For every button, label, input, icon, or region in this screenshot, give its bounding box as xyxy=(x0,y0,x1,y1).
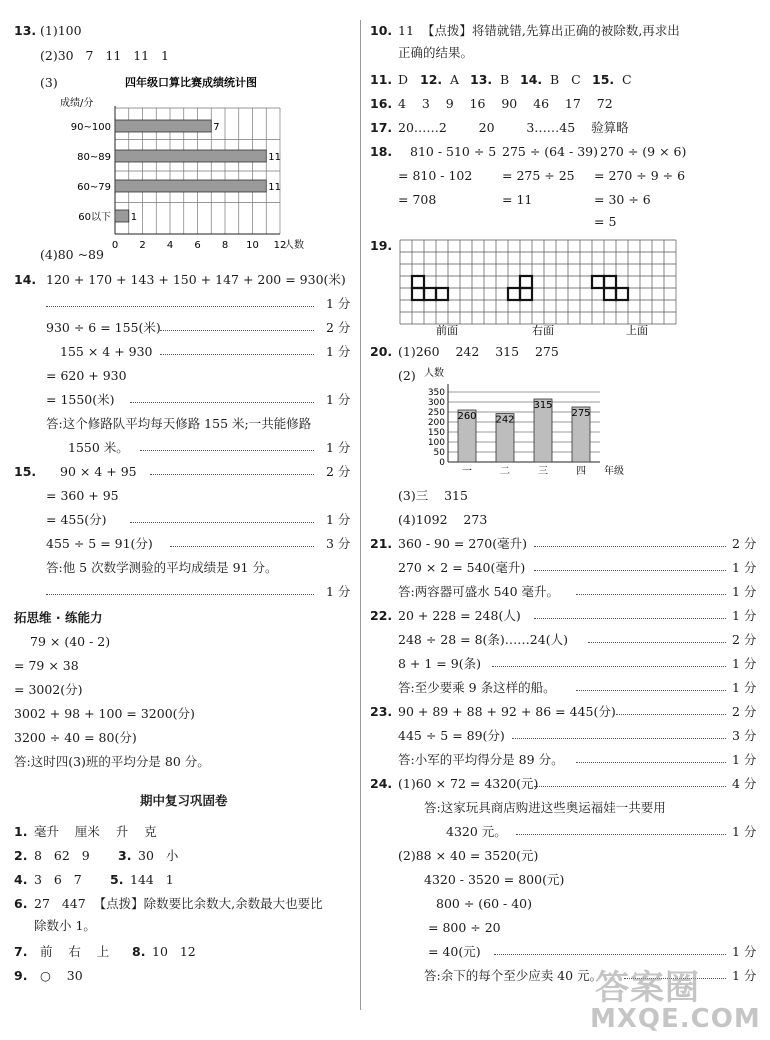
data-label: 11 xyxy=(268,182,281,193)
view-cell xyxy=(616,288,628,300)
q24-line4: 800 ÷ (60 - 40) xyxy=(436,896,533,911)
q22-answer: 答:至少要乘 9 条这样的船。 xyxy=(398,680,556,695)
q17-number: 17. xyxy=(370,120,393,135)
ext-line5: 3200 ÷ 40 = 80(分) xyxy=(14,730,137,745)
q11-answer: D xyxy=(398,72,409,87)
dotted-leader xyxy=(588,642,726,643)
score-points: 1 分 xyxy=(732,824,757,839)
q13r-answer: B xyxy=(500,72,510,87)
q18-number: 18. xyxy=(370,144,393,159)
q22-line3: 8 + 1 = 9(条) xyxy=(398,656,481,671)
m3-answer: 30 小 xyxy=(138,848,179,863)
dotted-leader xyxy=(576,690,726,691)
q24-line3: 4320 - 3520 = 800(元) xyxy=(424,872,565,887)
q14-line2: 930 ÷ 6 = 155(米) xyxy=(46,320,161,335)
category-label: 60以下 xyxy=(78,212,111,223)
dotted-leader xyxy=(46,594,314,595)
q15r-answer: C xyxy=(622,72,632,87)
q22-line1: 20 + 228 = 248(人) xyxy=(398,608,521,623)
view-cell xyxy=(592,276,604,288)
q14-number: 14. xyxy=(14,272,37,287)
score-points: 2 分 xyxy=(326,464,351,479)
score-points: 1 分 xyxy=(732,968,757,983)
data-label: 260 xyxy=(457,411,477,422)
q18-col1-l2: = 810 - 102 xyxy=(398,168,473,183)
y-tick-label: 250 xyxy=(427,408,445,418)
q14-answer-cont: 1550 米。 xyxy=(68,440,129,455)
score-points: 1 分 xyxy=(326,584,351,599)
dotted-leader xyxy=(516,834,726,835)
q24-answer1: 答:这家玩具商店购进这些奥运福娃一共要用 xyxy=(424,800,666,815)
score-points: 1 分 xyxy=(732,560,757,575)
m9-number: 9. xyxy=(14,968,28,983)
column-divider xyxy=(360,20,361,1010)
q24-line1: (1)60 × 72 = 4320(元) xyxy=(398,776,539,791)
watermark-logo: 答案圈 xyxy=(595,968,700,1008)
dotted-leader xyxy=(46,306,314,307)
score-points: 1 分 xyxy=(732,752,757,767)
q13-number: 13. xyxy=(14,23,37,38)
dotted-leader xyxy=(494,954,726,955)
dotted-leader xyxy=(576,762,726,763)
q20-part3: (3)三 315 xyxy=(398,488,468,503)
data-label: 7 xyxy=(213,122,220,133)
score-points: 1 分 xyxy=(326,344,351,359)
dotted-leader xyxy=(534,570,726,571)
q24-answer1-cont: 4320 元。 xyxy=(446,824,507,839)
q24-line6: = 40(元) xyxy=(428,944,481,959)
bar xyxy=(115,210,129,222)
m9-answer: ○ 30 xyxy=(40,968,83,983)
ext-answer: 答:这时四(3)班的平均分是 80 分。 xyxy=(14,754,210,769)
bar xyxy=(115,120,211,132)
x-axis-label: 年级 xyxy=(604,466,624,477)
ext-line2: = 79 × 38 xyxy=(14,658,79,673)
m8-answer: 10 12 xyxy=(152,944,196,959)
score-points: 1 分 xyxy=(326,296,351,311)
m5-answer: 144 1 xyxy=(130,872,174,887)
midterm-heading: 期中复习巩固卷 xyxy=(140,793,228,808)
view-cell xyxy=(520,288,532,300)
q13-part2: (2)30 7 11 11 1 xyxy=(40,48,170,63)
q13r-number: 13. xyxy=(470,72,493,87)
x-tick-label: 2 xyxy=(139,240,146,251)
view-label-right: 右面 xyxy=(532,324,554,337)
m6-answer-cont: 除数小 1。 xyxy=(34,918,96,933)
ext-line4: 3002 + 98 + 100 = 3200(分) xyxy=(14,706,195,721)
m4-answer: 3 6 7 xyxy=(34,872,82,887)
dotted-leader xyxy=(512,738,726,739)
view-cell xyxy=(436,288,448,300)
q18-col2-l2: = 275 ÷ 25 xyxy=(502,168,575,183)
ext-line3: = 3002(分) xyxy=(14,682,83,697)
q10-answer-cont: 正确的结果。 xyxy=(398,45,474,60)
x-tick-label: 0 xyxy=(111,240,119,251)
q24-number: 24. xyxy=(370,776,393,791)
score-points: 1 分 xyxy=(732,944,757,959)
dotted-leader xyxy=(534,786,726,787)
x-tick-label: 8 xyxy=(221,240,229,251)
q18-col3-l2: = 270 ÷ 9 ÷ 6 xyxy=(594,168,686,183)
m7-number: 7. xyxy=(14,944,28,959)
view-cell xyxy=(508,288,520,300)
q14-line1: 120 + 170 + 143 + 150 + 147 + 200 = 930(米) xyxy=(46,272,346,287)
q16-answer: 4 3 9 16 90 46 17 72 xyxy=(398,96,613,111)
q18-col3-l4: = 5 xyxy=(594,214,617,229)
dotted-leader xyxy=(160,330,314,331)
y-axis-label: 成绩/分 xyxy=(60,98,94,109)
q11-number: 11. xyxy=(370,72,393,87)
q21-line1: 360 - 90 = 270(毫升) xyxy=(398,536,527,551)
y-tick-label: 200 xyxy=(427,418,445,428)
q14r-answer: B C xyxy=(550,72,581,87)
view-cell xyxy=(412,288,424,300)
y-axis-label: 人数 xyxy=(424,368,444,379)
score-points: 2 分 xyxy=(326,320,351,335)
q10-answer: 11 【点拨】将错就错,先算出正确的被除数,再求出 xyxy=(398,23,680,38)
m2-answer: 8 62 9 xyxy=(34,848,90,863)
view-cell xyxy=(604,276,616,288)
q18-col3-l3: = 30 ÷ 6 xyxy=(594,192,651,207)
q24-line5: = 800 ÷ 20 xyxy=(428,920,501,935)
q14r-number: 14. xyxy=(520,72,543,87)
q23-line1: 90 + 89 + 88 + 92 + 86 = 445(分) xyxy=(398,704,616,719)
q20-number: 20. xyxy=(370,344,393,359)
score-points: 1 分 xyxy=(326,440,351,455)
dotted-leader xyxy=(130,522,314,523)
x-tick-label: 4 xyxy=(166,240,174,251)
y-tick-label: 300 xyxy=(427,398,445,408)
q20-part1: (1)260 242 315 275 xyxy=(398,344,559,359)
score-points: 1 分 xyxy=(732,656,757,671)
q16-number: 16. xyxy=(370,96,393,111)
q15-line1: 90 × 4 + 95 xyxy=(60,464,137,479)
dotted-leader xyxy=(492,666,726,667)
score-points: 1 分 xyxy=(732,584,757,599)
data-label: 315 xyxy=(533,400,553,411)
category-label: 三 xyxy=(538,466,548,477)
bar xyxy=(115,180,266,192)
score-points: 1 分 xyxy=(326,512,351,527)
score-points: 2 分 xyxy=(732,704,757,719)
q20-part4: (4)1092 273 xyxy=(398,512,488,527)
q22-line2: 248 ÷ 28 = 8(条)……24(人) xyxy=(398,632,568,647)
q17-answer: 20……2 20 3……45 验算略 xyxy=(398,120,629,135)
q23-answer: 答:小军的平均得分是 89 分。 xyxy=(398,752,564,767)
dotted-leader xyxy=(130,402,314,403)
chart-title: 四年级口算比赛成绩统计图 xyxy=(125,76,257,89)
dotted-leader xyxy=(576,594,726,595)
q18-col1-l3: = 708 xyxy=(398,192,437,207)
q24-answer2: 答:余下的每个至少应卖 40 元。 xyxy=(424,968,603,983)
m2-number: 2. xyxy=(14,848,28,863)
view-cell xyxy=(424,288,436,300)
q15-line3: = 455(分) xyxy=(46,512,107,527)
y-tick-label: 150 xyxy=(427,428,445,438)
category-label: 一 xyxy=(462,466,472,477)
q19-number: 19. xyxy=(370,238,393,253)
q14-line5: = 1550(米) xyxy=(46,392,115,407)
x-tick-label: 12 xyxy=(273,240,287,251)
m6-number: 6. xyxy=(14,896,28,911)
x-axis-label: 人数 xyxy=(284,240,304,251)
q23-line2: 445 ÷ 5 = 89(分) xyxy=(398,728,505,743)
q13-part4: (4)80 ~89 xyxy=(40,247,104,262)
m4-number: 4. xyxy=(14,872,28,887)
q21-line2: 270 × 2 = 540(毫升) xyxy=(398,560,526,575)
q14-answer: 答:这个修路队平均每天修路 155 米;一共能修路 xyxy=(46,416,312,431)
q15-line4: 455 ÷ 5 = 91(分) xyxy=(46,536,153,551)
q15-answer: 答:他 5 次数学测验的平均成绩是 91 分。 xyxy=(46,560,278,575)
m1-answer: 毫升 厘米 升 克 xyxy=(34,824,157,839)
q23-number: 23. xyxy=(370,704,393,719)
dotted-leader xyxy=(170,546,314,547)
m1-number: 1. xyxy=(14,824,28,839)
category-label: 四 xyxy=(576,466,586,477)
x-tick-label: 10 xyxy=(246,240,259,251)
score-points: 3 分 xyxy=(326,536,351,551)
grade-bar-chart xyxy=(420,364,660,480)
category-label: 60~79 xyxy=(77,182,111,193)
m7-answer: 前 右 上 xyxy=(40,944,110,959)
q10-number: 10. xyxy=(370,23,393,38)
view-label-top: 上面 xyxy=(626,324,648,337)
q18-col1-l1: 810 - 510 ÷ 5 xyxy=(410,144,497,159)
category-label: 90~100 xyxy=(70,122,111,133)
y-tick-label: 350 xyxy=(427,388,445,398)
view-cell xyxy=(520,276,532,288)
dotted-leader xyxy=(616,714,726,715)
views-grid xyxy=(396,236,696,340)
data-label: 11 xyxy=(268,152,281,163)
category-label: 80~89 xyxy=(77,152,111,163)
m6-answer: 27 447 【点拨】除数要比余数大,余数最大也要比 xyxy=(34,896,323,911)
view-cell xyxy=(604,288,616,300)
ext-line1: 79 × (40 - 2) xyxy=(30,634,111,649)
extension-heading: 拓思维 · 练能力 xyxy=(14,610,103,625)
q24-line2: (2)88 × 40 = 3520(元) xyxy=(398,848,539,863)
y-tick-label: 50 xyxy=(433,448,445,458)
y-tick-label: 100 xyxy=(427,438,445,448)
q13-part3: (3) xyxy=(40,75,58,90)
m5-number: 5. xyxy=(110,872,124,887)
score-points: 4 分 xyxy=(732,776,757,791)
dotted-leader xyxy=(140,450,314,451)
q20-part2: (2) xyxy=(398,368,416,383)
q15-line2: = 360 + 95 xyxy=(46,488,119,503)
q14-line4: = 620 + 930 xyxy=(46,368,127,383)
score-points: 2 分 xyxy=(732,632,757,647)
q15-number: 15. xyxy=(14,464,37,479)
watermark-url: MXQE.COM xyxy=(590,1004,761,1034)
y-tick-label: 0 xyxy=(439,458,445,468)
data-label: 275 xyxy=(571,408,591,419)
score-points: 1 分 xyxy=(326,392,351,407)
q21-number: 21. xyxy=(370,536,393,551)
score-points: 1 分 xyxy=(732,608,757,623)
data-label: 242 xyxy=(495,414,515,426)
q14-line3: 155 × 4 + 930 xyxy=(60,344,153,359)
q21-answer: 答:两容器可盛水 540 毫升。 xyxy=(398,584,560,599)
dotted-leader xyxy=(534,618,726,619)
view-label-front: 前面 xyxy=(436,324,458,337)
q18-col2-l3: = 11 xyxy=(502,192,533,207)
q18-col2-l1: 275 ÷ (64 - 39) xyxy=(502,144,599,159)
q22-number: 22. xyxy=(370,608,393,623)
q18-col3-l1: 270 ÷ (9 × 6) xyxy=(600,144,687,159)
dotted-leader xyxy=(534,546,726,547)
bar xyxy=(115,150,266,162)
category-label: 二 xyxy=(500,466,510,477)
x-tick-label: 6 xyxy=(194,240,201,251)
q13-part1: (1)100 xyxy=(40,23,82,38)
q12-answer: A xyxy=(450,72,460,87)
m8-number: 8. xyxy=(132,944,146,959)
score-bar-chart xyxy=(60,72,310,251)
q12-number: 12. xyxy=(420,72,443,87)
dotted-leader xyxy=(160,354,314,355)
data-label: 1 xyxy=(130,212,138,223)
score-points: 3 分 xyxy=(732,728,757,743)
view-cell xyxy=(412,276,424,288)
dotted-leader xyxy=(150,474,314,475)
m3-number: 3. xyxy=(118,848,132,863)
score-points: 2 分 xyxy=(732,536,757,551)
score-points: 1 分 xyxy=(732,680,757,695)
q15r-number: 15. xyxy=(592,72,615,87)
